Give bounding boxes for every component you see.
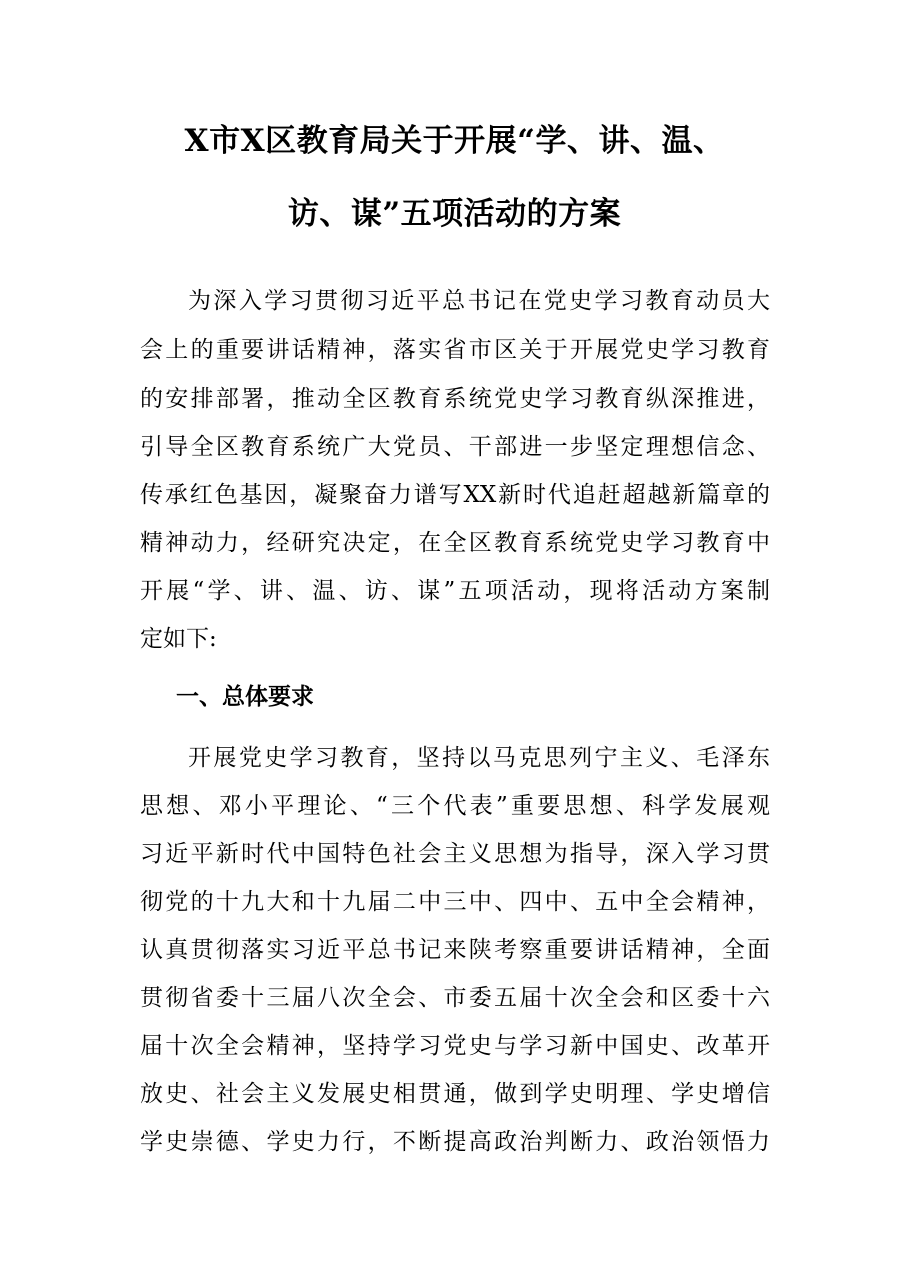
- intro-line-5: 传承红色基因，凝聚奋力谱写XX新时代追赶超越新篇章的: [140, 482, 770, 508]
- intro-line-3: 的安排部署，推动全区教育系统党史学习教育纵深推进，: [140, 386, 770, 412]
- section1-line-7: 届十次全会精神，坚持学习党史与学习新中国史、改革开: [140, 1033, 770, 1059]
- intro-line-8: 定如下:: [140, 626, 217, 652]
- section1-line-8: 放史、社会主义发展史相贯通，做到学史明理、学史增信: [140, 1081, 770, 1107]
- intro-line-1: 为深入学习贯彻习近平总书记在党史学习教育动员大: [188, 288, 770, 314]
- document-title-line-2: 访、谋”五项活动的方案: [287, 196, 622, 232]
- intro-line-4: 引导全区教育系统广大党员、干部进一步坚定理想信念、: [140, 434, 770, 460]
- section1-line-2: 思想、邓小平理论、“三个代表”重要思想、科学发展观: [140, 793, 770, 819]
- section1-line-3: 习近平新时代中国特色社会主义思想为指导，深入学习贯: [140, 841, 770, 867]
- section1-line-6: 贯彻省委十三届八次全会、市委五届十次全会和区委十六: [140, 985, 770, 1011]
- intro-line-2: 会上的重要讲话精神，落实省市区关于开展党史学习教育: [140, 337, 770, 363]
- section1-line-4: 彻党的十九大和十九届二中三中、四中、五中全会精神，: [140, 889, 770, 915]
- section1-line-9: 学史崇德、学史力行，不断提高政治判断力、政治领悟力: [140, 1129, 770, 1155]
- intro-line-7: 开展“学、讲、温、访、谋”五项活动，现将活动方案制: [140, 578, 770, 604]
- section-heading-general-requirements: 一、总体要求: [176, 683, 314, 710]
- section1-line-5: 认真贯彻落实习近平总书记来陕考察重要讲话精神，全面: [140, 937, 770, 963]
- document-title-line-1: X市X区教育局关于开展“学、讲、温、: [184, 123, 725, 159]
- section1-line-1: 开展党史学习教育，坚持以马克思列宁主义、毛泽东: [188, 745, 770, 771]
- intro-line-6: 精神动力，经研究决定，在全区教育系统党史学习教育中: [140, 530, 770, 556]
